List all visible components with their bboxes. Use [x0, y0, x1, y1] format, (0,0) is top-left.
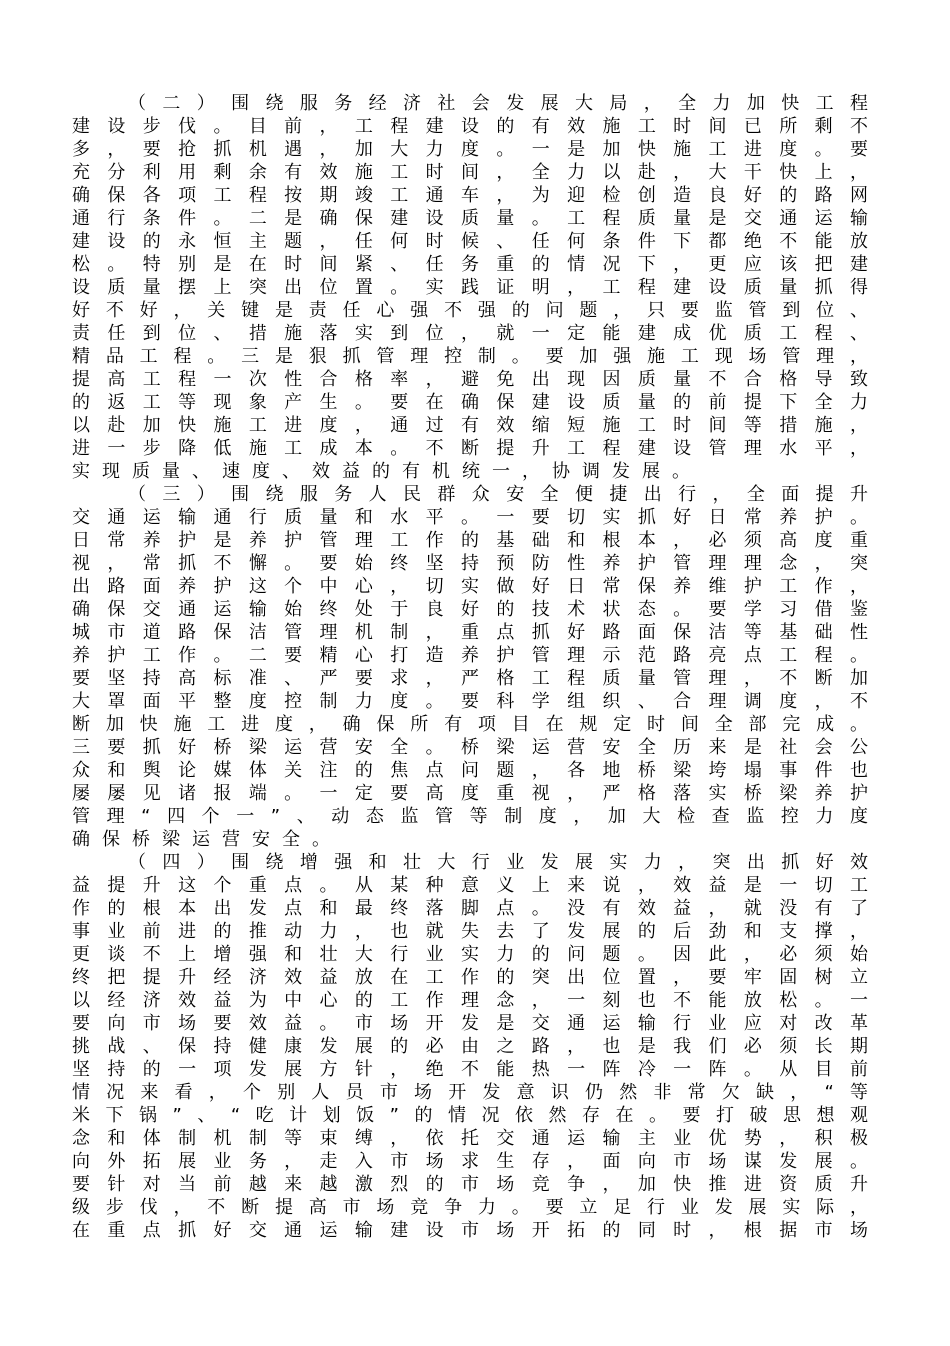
text-line: 城市道路保洁管理机制，重点抓好路面保洁等基础性 — [72, 622, 868, 643]
text-line: 要向市场要效益。市场开发是交通运输行业应对改革 — [72, 1013, 868, 1034]
text-line: 多，要抢抓机遇，加大力度。一是加快施工进度。要 — [72, 139, 868, 160]
text-line: 向外拓展业务，走入市场求生存，面向市场谋发展。 — [72, 1151, 868, 1172]
text-line: 大罩面平整度控制力度。要科学组织、合理调度，不 — [72, 691, 868, 712]
text-line: 的返工等现象产生。要在确保建设质量的前提下全力 — [72, 392, 868, 413]
text-line: 在重点抓好交通运输建设市场开拓的同时，根据市场 — [72, 1220, 868, 1241]
text-line: 确保各项工程按期竣工通车，为迎检创造良好的路网 — [72, 185, 868, 206]
text-line: 更谈不上增强和壮大行业实力的问题。因此，必须始 — [72, 944, 868, 965]
text-line: 松。特别是在时间紧、任务重的情况下，更应该把建 — [72, 254, 868, 275]
paragraph-start-line: （四）围绕增强和壮大行业发展实力，突出抓好效 — [128, 852, 868, 873]
text-line: 断加快施工进度，确保所有项目在规定时间全部完成。 — [72, 714, 868, 735]
text-line: 米下锅”、“吃计划饭”的情况依然存在。要打破思想观 — [72, 1105, 868, 1126]
text-line: 日常养护是养护管理工作的基础和根本，必须高度重 — [72, 530, 868, 551]
text-line: 设质量摆上突出位置。实践证明，工程建设质量抓得 — [72, 277, 868, 298]
text-line: 建设的永恒主题，任何时候、任何条件下都绝不能放 — [72, 231, 868, 252]
text-line: 建设步伐。目前，工程建设的有效施工时间已所剩不 — [72, 116, 868, 137]
text-line: 出路面养护这个中心，切实做好日常保养维护工作， — [72, 576, 868, 597]
text-line: 以经济效益为中心的工作理念，一刻也不能放松。一 — [72, 990, 868, 1011]
text-line: 进一步降低施工成本。不断提升工程建设管理水平， — [72, 438, 868, 459]
text-line: 三要抓好桥梁运营安全。桥梁运营安全历来是社会公 — [72, 737, 868, 758]
text-line: 情况来看，个别人员市场开发意识仍然非常欠缺，“等 — [72, 1082, 868, 1103]
text-line: 益提升这个重点。从某种意义上来说，效益是一切工 — [72, 875, 868, 896]
text-line: 提高工程一次性合格率，避免出现因质量不合格导致 — [72, 369, 868, 390]
text-line: 精品工程。三是狠抓管理控制。要加强施工现场管理， — [72, 346, 868, 367]
text-line: 通行条件。二是确保建设质量。工程质量是交通运输 — [72, 208, 868, 229]
text-line: 实现质量、速度、效益的有机统一，协调发展。 — [72, 461, 702, 482]
text-line: 作的根本出发点和最终落脚点。没有效益，就没有了 — [72, 898, 868, 919]
text-line: 挑战、保持健康发展的必由之路，也是我们必须长期 — [72, 1036, 868, 1057]
paragraph-start-line: （三）围绕服务人民群众安全便捷出行，全面提升 — [128, 484, 868, 505]
text-line: 事业前进的推动力，也就失去了发展的后劲和支撑， — [72, 921, 868, 942]
text-line: 以赴加快施工进度，通过有效缩短施工时间等措施， — [72, 415, 868, 436]
text-line: 屡屡见诸报端。一定要高度重视，严格落实桥梁养护 — [72, 783, 868, 804]
text-line: 确保交通运输始终处于良好的技术状态。要学习借鉴 — [72, 599, 868, 620]
paragraph-start-line: （二）围绕服务经济社会发展大局，全力加快工程 — [128, 93, 868, 114]
text-line: 终把提升经济效益放在工作的突出位置，要牢固树立 — [72, 967, 868, 988]
text-line: 视，常抓不懈。要始终坚持预防性养护管理理念，突 — [72, 553, 868, 574]
text-line: 坚持的一项发展方针，绝不能热一阵冷一阵。从目前 — [72, 1059, 868, 1080]
text-line: 确保桥梁运营安全。 — [72, 829, 342, 850]
text-line: 级步伐，不断提高市场竞争力。要立足行业发展实际， — [72, 1197, 868, 1218]
text-line: 要坚持高标准、严要求，严格工程质量管理，不断加 — [72, 668, 868, 689]
text-line: 要针对当前越来越激烈的市场竞争，加快推进资质升 — [72, 1174, 868, 1195]
text-line: 管理“四个一”、动态监管等制度，加大检查监控力度 — [72, 806, 868, 827]
text-line: 众和舆论媒体关注的焦点问题，各地桥梁垮塌事件也 — [72, 760, 868, 781]
text-line: 交通运输通行质量和水平。一要切实抓好日常养护。 — [72, 507, 868, 528]
text-line: 好不好，关键是责任心强不强的问题，只要监管到位、 — [72, 300, 868, 321]
document-body — [72, 92, 868, 1242]
text-line: 养护工作。二要精心打造养护管理示范路亮点工程。 — [72, 645, 868, 666]
text-line: 责任到位、措施落实到位，就一定能建成优质工程、 — [72, 323, 868, 344]
text-line: 念和体制机制等束缚，依托交通运输主业优势，积极 — [72, 1128, 868, 1149]
text-line: 充分利用剩余有效施工时间，全力以赴，大干快上， — [72, 162, 868, 183]
